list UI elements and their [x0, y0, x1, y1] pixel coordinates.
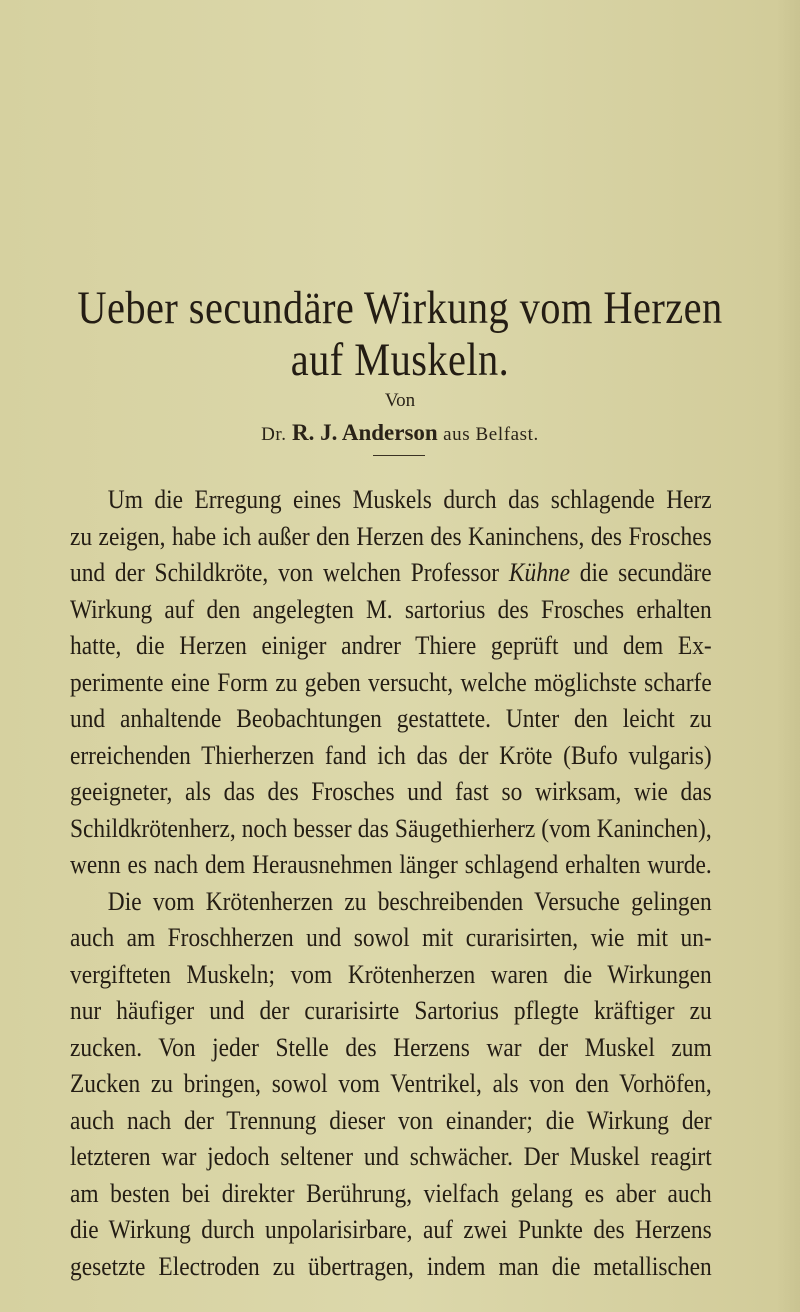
author-prefix: Dr.: [261, 424, 287, 445]
line-text: und der Schildkröte, von welchen Professor: [70, 558, 500, 587]
body-text: [70, 482, 712, 1285]
paragraph-2-line: am besten bei direkter Berührung, vielfach gelang es aber auch: [70, 1178, 712, 1208]
paragraph-1-line: geeigneter, als das des Frosches und fast so wirksam, wie das: [70, 777, 712, 806]
paragraph-1-line: perimente eine Form zu geben versucht, welche möglichste scharfe: [70, 667, 712, 697]
paper-title-line-2: auf Muskeln.: [290, 334, 510, 386]
paragraph-2-line: vergifteten Muskeln; vom Krötenherzen waren die Wirkungen: [70, 959, 712, 989]
paragraph-2-line: Die vom Krötenherzen zu beschreibenden Versuche gelingen: [107, 886, 712, 916]
paragraph-2-line: auch nach der Trennung dieser von einander; die Wirkung der: [70, 1105, 712, 1135]
paragraph-1-line: Wirkung auf den angelegten M. sartorius des Frosches erhalten: [70, 594, 712, 624]
paragraph-2-line: die Wirkung durch unpolarisirbare, auf zwei Punkte des Herzens: [70, 1215, 712, 1244]
title-divider-rule: [373, 455, 425, 456]
paragraph-2-line: letzteren war jedoch seltener und schwächer. Der Muskel reagirt: [70, 1142, 712, 1171]
paragraph-1-line: Schildkrötenherz, noch besser das Säugethierherz (vom Kaninchen),: [70, 813, 712, 843]
paper-title-line-1: Ueber secundäre Wirkung vom Herzen: [77, 282, 723, 334]
paragraph-2-line: nur häufiger und der curarisirte Sartorius pflegte kräftiger zu: [70, 996, 712, 1025]
author-name: R. J. Anderson: [292, 420, 438, 445]
paragraph-1-line: erreichenden Thierherzen fand ich das der Kröte (Bufo vulgaris): [70, 740, 712, 770]
italic-author-name: Kühne: [508, 558, 570, 587]
paragraph-1-line: wenn es nach dem Herausnehmen länger schlagend erhalten wurde.: [70, 850, 712, 879]
paragraph-1-line: zu zeigen, habe ich außer den Herzen des Kaninchens, des Frosches: [70, 521, 712, 551]
paragraph-2-line: Zucken zu bringen, sowol vom Ventrikel, als von den Vorhöfen,: [70, 1069, 712, 1098]
paragraph-1-line-with-italic: [70, 555, 712, 592]
line-tail: die secundäre: [579, 558, 712, 587]
author-line: [0, 420, 800, 446]
author-affiliation: aus Belfast.: [443, 424, 539, 445]
paragraph-2-line: auch am Froschherzen und sowol mit curarisirten, wie mit un-: [70, 923, 712, 952]
paragraph-2-line: gesetzte Electroden zu übertragen, indem man die metallischen: [70, 1251, 712, 1281]
paragraph-2-line: zucken. Von jeder Stelle des Herzens war der Muskel zum: [70, 1032, 712, 1062]
paragraph-1-line: hatte, die Herzen einiger andrer Thiere geprüft und dem Ex-: [70, 631, 712, 660]
byline-von: Von: [384, 390, 416, 411]
paragraph-1-line: Um die Erregung eines Muskels durch das schlagende Herz: [107, 485, 712, 514]
paragraph-1-line: und anhaltende Beobachtungen gestattete. Unter den leicht zu: [70, 704, 712, 733]
